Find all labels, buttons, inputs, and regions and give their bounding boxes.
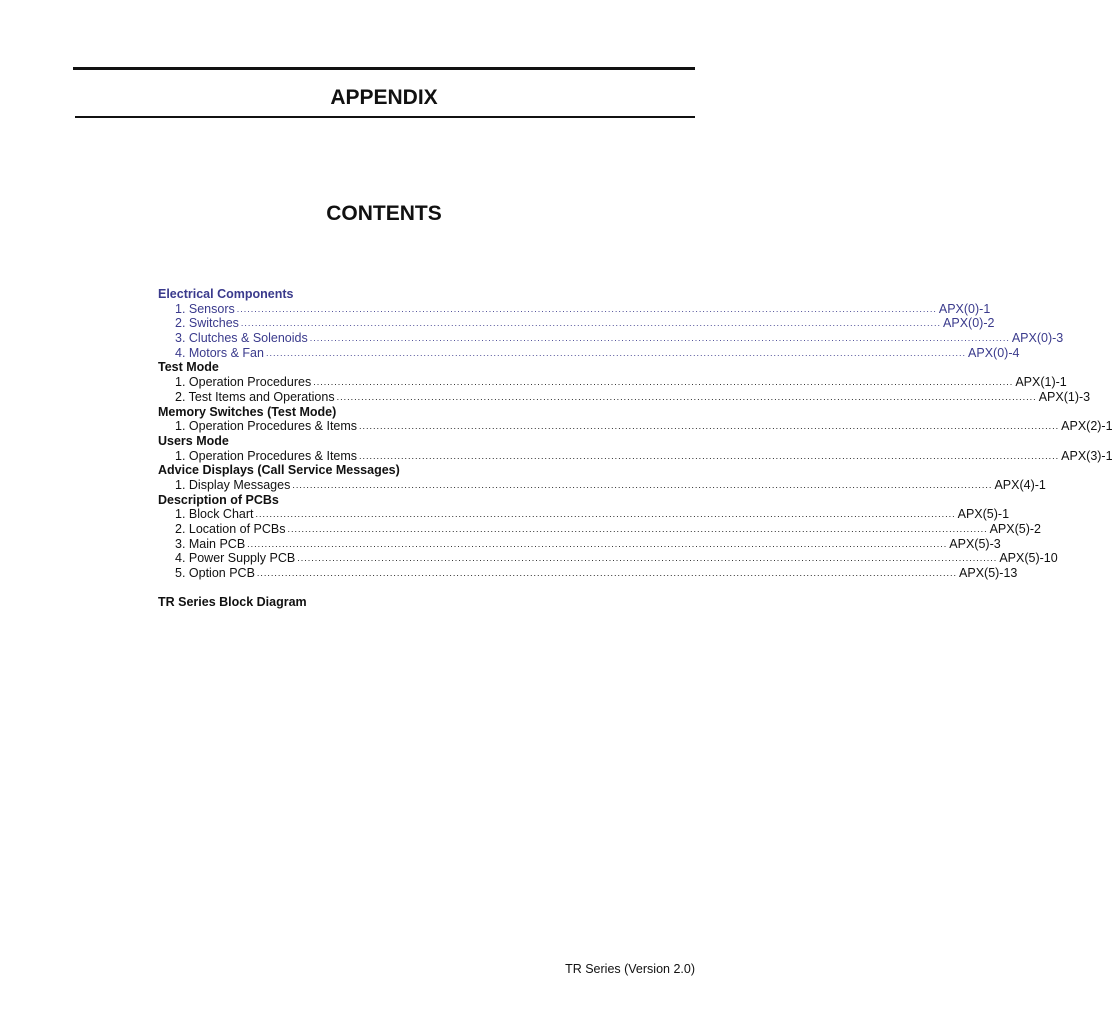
toc-leader-dots: ........................................................................................................................................................................................................ <box>240 318 942 329</box>
toc-spacer <box>158 581 660 595</box>
toc-leader-dots: ........................................................................................................................................................................................................ <box>287 524 988 534</box>
toc-entry-page: APX(0)-1 <box>938 301 991 316</box>
toc-entry-label: 1. Display Messages <box>175 477 291 492</box>
toc-entry-page: APX(5)-3 <box>949 536 1001 551</box>
contents-heading: CONTENTS <box>326 202 442 225</box>
toc-entry-page: APX(1)-1 <box>1015 375 1067 390</box>
toc-entry <box>158 566 1018 581</box>
toc-section-heading[interactable]: Electrical Components <box>158 287 294 301</box>
toc-section-heading: Users Mode <box>158 433 229 448</box>
toc-leader-dots: ........................................................................................................................................................................................................ <box>309 333 1010 344</box>
toc-entry-label: 1. Operation Procedures <box>175 375 312 390</box>
top-rule <box>73 67 695 70</box>
toc-entry <box>158 448 1113 464</box>
toc-leader-dots: ........................................................................................................................................................................................................ <box>256 568 958 579</box>
footer-version: TR Series (Version 2.0) <box>565 962 695 976</box>
toc-entry-label: 2. Location of PCBs <box>175 522 286 536</box>
toc-leader-dots: ........................................................................................................................................................................................................ <box>359 450 1060 461</box>
toc-leader-dots: ........................................................................................................................................................................................................ <box>292 479 993 490</box>
toc-entry-page: APX(3)-1 <box>1061 448 1113 463</box>
toc-entry-label: 3. Main PCB <box>175 536 246 551</box>
toc-section-heading: Advice Displays (Call Service Messages) <box>158 463 400 478</box>
toc-entry-label: 1. Block Chart <box>175 507 254 522</box>
toc-entry-page: APX(4)-1 <box>994 477 1046 492</box>
toc-entry-page: APX(0)-3 <box>1011 331 1064 346</box>
toc-entry-page: APX(0)-2 <box>943 316 995 331</box>
toc-entry-label: 2. Test Items and Operations <box>175 389 335 404</box>
toc-leader-dots: ........................................................................................................................................................................................................ <box>313 377 1014 388</box>
toc-section-heading: Description of PCBs <box>158 492 279 507</box>
toc-entry-label: 1. Sensors <box>175 301 235 316</box>
toc-entry-page: APX(5)-10 <box>999 551 1058 566</box>
toc-entry-label: 2. Switches <box>175 316 239 331</box>
toc-section-heading: Memory Switches (Test Mode) <box>158 404 337 419</box>
toc-entry <box>158 375 1067 390</box>
toc-leader-dots: ........................................................................................................................................................................................................ <box>247 538 948 549</box>
toc-entry-page: APX(5)-1 <box>957 507 1010 522</box>
toc-entry-label: 1. Operation Procedures & Items <box>175 448 358 463</box>
toc-entry <box>158 507 1010 522</box>
toc-leader-dots: ........................................................................................................................................................................................................ <box>359 421 1060 432</box>
title-underline <box>75 116 695 118</box>
toc-entry-page: APX(0)-4 <box>968 345 1020 360</box>
toc-entry-page: APX(1)-3 <box>1038 389 1091 404</box>
toc-leader-dots: ........................................................................................................................................................................................................ <box>236 303 937 314</box>
toc-entry-label: 1. Operation Procedures & Items <box>175 419 358 434</box>
toc-entry <box>158 419 1113 434</box>
toc-leader-dots: ........................................................................................................................................................................................................ <box>336 391 1037 402</box>
toc-leader-dots: ........................................................................................................................................................................................................ <box>255 509 956 520</box>
toc-entry-page: APX(5)-2 <box>989 522 1041 536</box>
toc-entry[interactable] <box>158 316 995 331</box>
toc-leader-dots: ........................................................................................................................................................................................................ <box>265 347 967 358</box>
toc-section-heading: Test Mode <box>158 360 219 375</box>
toc-entry-label: 4. Motors & Fan <box>175 345 264 360</box>
table-of-contents <box>158 287 1113 609</box>
toc-entry-label: 3. Clutches & Solenoids <box>175 331 308 346</box>
toc-entry-page: APX(5)-13 <box>959 566 1018 581</box>
toc-section-heading: TR Series Block Diagram <box>158 594 307 609</box>
page-title: APPENDIX <box>330 86 438 109</box>
toc-entry-label: 5. Option PCB <box>175 566 255 581</box>
toc-entry-page: APX(2)-1 <box>1061 419 1113 434</box>
toc-leader-dots: ........................................................................................................................................................................................................ <box>297 553 998 564</box>
toc-entry <box>158 389 1091 405</box>
toc-entry <box>158 536 1001 552</box>
toc-entry <box>158 477 1046 493</box>
toc-entry[interactable] <box>158 331 1064 346</box>
toc-entry <box>158 551 1058 566</box>
toc-entry <box>158 522 1041 537</box>
toc-entry[interactable] <box>158 301 991 317</box>
toc-entry[interactable] <box>158 345 1020 361</box>
toc-entry-label: 4. Power Supply PCB <box>175 551 296 566</box>
